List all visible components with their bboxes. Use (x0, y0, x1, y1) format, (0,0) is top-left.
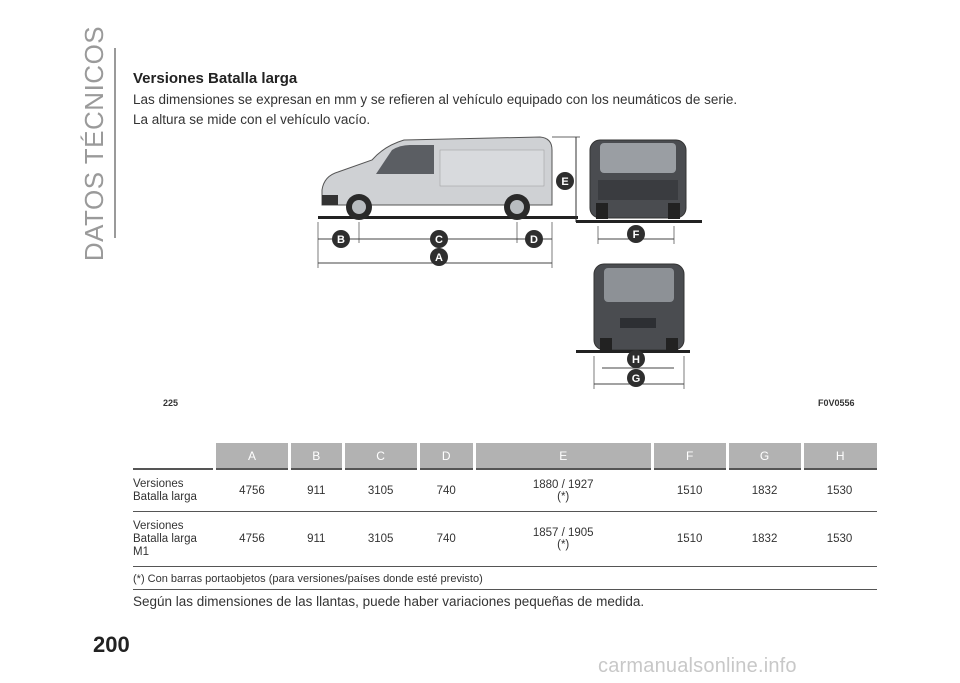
page-number: 200 (93, 632, 130, 657)
figure-number: 225 (163, 398, 179, 408)
table-header-cell: C (343, 443, 418, 469)
section-tab (70, 25, 120, 261)
dimensions-table (133, 443, 877, 567)
svg-text:D: D (530, 234, 538, 246)
table-header-cell: F (652, 443, 727, 469)
svg-text:A: A (435, 252, 443, 264)
table-header-cell: A (215, 443, 290, 469)
intro-line: La altura se mide con el vehículo vacío. (133, 112, 371, 127)
svg-text:H: H (632, 354, 640, 366)
row-label-line: Versiones (133, 477, 184, 490)
dimension-badge-f (627, 225, 645, 243)
table-header-cell: G (727, 443, 802, 469)
dimension-badge-b (332, 230, 350, 248)
table-header-cell: E (474, 443, 652, 469)
table-footnote: (*) Con barras portaobjetos (para versiones/países donde esté previsto) (133, 573, 483, 585)
svg-text:G: G (631, 373, 641, 385)
table-header-row (133, 443, 877, 469)
table-cell: 1832 (727, 512, 802, 567)
table-cell (474, 512, 652, 567)
figure-code: F0V0556 (818, 398, 855, 408)
table-cell: 740 (418, 512, 474, 567)
side-view-van (318, 137, 580, 222)
table-cell: 911 (289, 512, 343, 567)
table-row (133, 469, 877, 512)
cell-line: 1880 / 1927 (532, 478, 594, 491)
section-title: DATOS TÉCNICOS (79, 25, 110, 261)
dimension-badge-d (525, 230, 543, 248)
row-label (133, 512, 215, 567)
intro-text (133, 90, 737, 130)
table-cell: 740 (418, 469, 474, 512)
table-cell: 1530 (802, 469, 877, 512)
row-label-line: Batalla larga (133, 532, 197, 545)
svg-text:F: F (632, 229, 640, 241)
section-tab-bar (114, 48, 116, 238)
row-label-line: Versiones (133, 519, 184, 532)
svg-text:E: E (561, 176, 569, 188)
intro-line: Las dimensiones se expresan en mm y se refieren al vehículo equipado con los neumáticos de serie. (133, 92, 738, 107)
dimension-badge-a (430, 248, 448, 266)
table-cell: 911 (289, 469, 343, 512)
row-label-line: Batalla larga (133, 490, 197, 503)
table-cell: 1510 (652, 469, 727, 512)
dimension-badge-c (430, 230, 448, 248)
watermark: carmanualsonline.info (598, 655, 797, 677)
table-cell: 1832 (727, 469, 802, 512)
table-cell: 3105 (343, 469, 418, 512)
dimension-badge-e (556, 172, 574, 190)
table-header-cell: D (418, 443, 474, 469)
table-cell: 4756 (215, 512, 290, 567)
cell-line: 1857 / 1905 (532, 527, 594, 539)
table-cell: 1530 (802, 512, 877, 567)
table-cell: 3105 (343, 512, 418, 567)
dimension-badge-g (627, 369, 645, 387)
dimension-badge-h (627, 350, 645, 368)
svg-text:B: B (337, 234, 345, 246)
table-cell: 4756 (215, 469, 290, 512)
row-label-line: M1 (133, 545, 149, 558)
note-text: Según las dimensiones de las llantas, puede haber variaciones pequeñas de medida. (133, 594, 645, 609)
vehicle-dimensions-figure (150, 128, 860, 413)
table-header-blank (133, 443, 215, 469)
svg-text:C: C (435, 234, 443, 246)
footnote-divider (133, 589, 877, 590)
row-label (133, 469, 215, 512)
table-header-cell: H (802, 443, 877, 469)
table-row (133, 512, 877, 567)
cell-line: (*) (557, 539, 570, 551)
table-header-cell: B (289, 443, 343, 469)
table-cell (474, 469, 652, 512)
cell-line: (*) (557, 490, 570, 503)
section-heading: Versiones Batalla larga (133, 70, 298, 87)
table-cell: 1510 (652, 512, 727, 567)
